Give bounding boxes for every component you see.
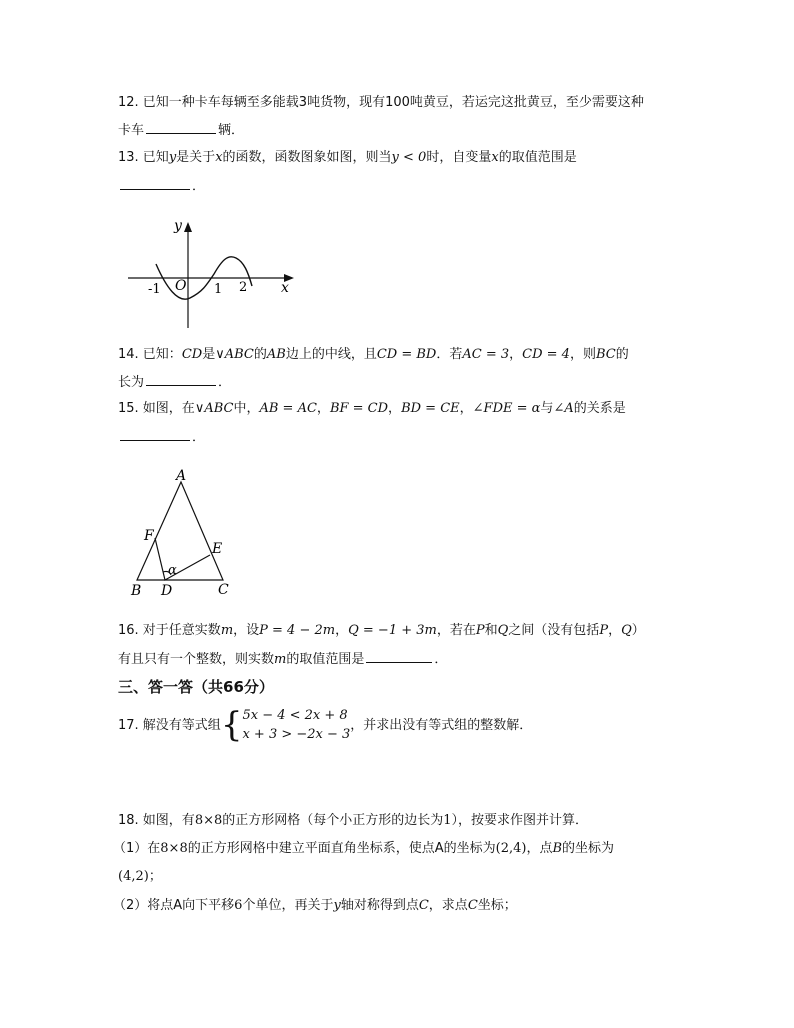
q18-var-y: y (333, 898, 341, 913)
q18-p1-text-c: ，点 (526, 841, 553, 856)
q14-text-g: ，则 (569, 347, 596, 362)
q16-q-eq: Q = −1 + 3m (348, 623, 437, 638)
q14-text-d: 边上的中线，且 (285, 347, 377, 362)
q16-text-line2b: 的取值范围是 (286, 652, 365, 667)
q14-triangle: ∨ABC (215, 347, 254, 362)
q14-text-f: ， (509, 347, 523, 362)
q15-triangle-figure (125, 462, 240, 602)
q13-answer-blank[interactable] (120, 177, 190, 190)
q16-var-q: Q (497, 623, 509, 638)
q14-cd: CD (181, 347, 203, 362)
q13-var-x: x (215, 150, 223, 165)
q15-eq2: BF = CD (329, 401, 389, 416)
q15-answer-blank[interactable] (120, 428, 190, 441)
q16-line2 (118, 650, 447, 669)
q18-point-c-2: C (467, 898, 478, 913)
q13-condition: y < 0 (391, 150, 427, 165)
q18-p1-text-e: ； (148, 869, 162, 884)
q14-eq3: CD = 4 (522, 347, 570, 362)
q16-text-d: 和 (484, 623, 498, 638)
q15-line1 (118, 400, 626, 418)
y-axis-arrow (184, 222, 192, 232)
q12-line1 (118, 94, 644, 112)
q16-sep: ， (335, 623, 349, 638)
q15-end: ． (192, 430, 206, 445)
q16-text-e: 之间（没有包括 (508, 623, 600, 638)
q18-p1-text-a: （1）在 (113, 841, 161, 856)
q12-text-b: 辆． (218, 123, 245, 138)
q17-text-b: ，并求出没有等式组的整数解． (350, 717, 533, 733)
q18-text-c: ），按要求作图并计算． (451, 813, 589, 828)
q13-line1 (118, 149, 577, 167)
q18-six: 6 (234, 898, 243, 913)
q15-sep2: ， (388, 401, 402, 416)
q15-text-c: 与 (540, 401, 554, 416)
q16-text-line2a: 有且只有一个整数，则实数 (118, 652, 275, 667)
q14-answer-blank[interactable] (146, 373, 216, 386)
q14-ab: AB (266, 347, 286, 362)
graph-tick-1: 1 (214, 282, 223, 297)
q18-part1-line2 (118, 868, 162, 886)
q15-triangle: ∨ABC (194, 401, 234, 416)
label-b: B (131, 583, 142, 599)
q12-text: 12. 已知一种卡车每辆至多能载3吨货物，现有100吨黄豆，若运完这批黄豆，至少需要这种 (118, 95, 644, 110)
q18-point-c: C (418, 898, 429, 913)
graph-tick-neg1: -1 (148, 282, 161, 297)
q14-line2 (118, 373, 231, 392)
q14-text-c: 的 (253, 347, 267, 362)
q17-brace: { (220, 705, 243, 745)
q18-p2-text-d: ，求点 (428, 898, 468, 913)
q18-line1 (118, 812, 588, 830)
q18-p2-text-e: 坐标； (477, 898, 517, 913)
label-e: E (212, 541, 223, 557)
q15-eq1: AB = AC (259, 401, 317, 416)
graph-y-label: y (174, 218, 182, 234)
q12-text-a: 卡车 (118, 123, 145, 138)
q18-text-a: 18. 如图，有 (118, 813, 195, 828)
q15-text-d: 的关系是 (573, 401, 626, 416)
q13-text-b: 是关于 (176, 150, 216, 165)
q16-var-q-2: Q (621, 623, 632, 638)
q14-text-h: 的 (615, 347, 629, 362)
q16-answer-blank[interactable] (366, 650, 432, 663)
q18-grid-size-2: 8×8 (160, 841, 188, 856)
q13-var-x-2: x (491, 150, 499, 165)
q13-line2 (118, 177, 205, 196)
q15-angle-a: ∠A (553, 401, 574, 416)
q16-line1 (118, 622, 645, 640)
q16-text-b: ，设 (233, 623, 260, 638)
label-c: C (218, 582, 229, 598)
q14-text-e: ．若 (436, 347, 463, 362)
q15-text-b: 中， (233, 401, 260, 416)
q17-system-lines (242, 706, 350, 744)
q12-line2 (118, 121, 244, 140)
q15-eq4: ∠FDE = α (472, 401, 541, 416)
label-d: D (161, 583, 173, 599)
q18-p2-text-a: （2）将点A向下平移 (113, 898, 235, 913)
q18-point-b: B (552, 841, 563, 856)
q16-p-eq: P = 4 − 2m (259, 623, 336, 638)
q16-text-g: ） (631, 623, 645, 638)
q18-coord-b: (4,2) (118, 869, 149, 884)
q18-one: 1 (443, 813, 452, 828)
q17-system (221, 706, 350, 745)
q14-text-a: 14. 已知： (118, 347, 182, 362)
q14-eq2: AC = 3 (462, 347, 510, 362)
q13-text-a: 13. 已知 (118, 150, 169, 165)
q14-eq1: CD = BD (376, 347, 437, 362)
q18-part1-line1 (113, 840, 614, 858)
q16-var-p: P (475, 623, 485, 638)
section-3-heading: 三、答一答（共66分） (118, 678, 274, 696)
label-a: A (176, 468, 187, 484)
q18-coord-a: (2,4) (495, 841, 527, 856)
q13-function-graph (118, 212, 308, 334)
label-f: F (144, 528, 154, 544)
q17-line (118, 706, 532, 745)
q18-grid-size: 8×8 (194, 813, 223, 828)
q18-part2 (113, 897, 517, 915)
q15-line2 (118, 428, 205, 447)
segments-fd-de (155, 538, 210, 580)
q15-text-a: 15. 如图，在 (118, 401, 195, 416)
q16-var-p-2: P (599, 623, 609, 638)
q18-p2-text-c: 轴对称得到点 (340, 898, 419, 913)
q17-ineq1: 5x − 4 < 2x + 8 (242, 708, 348, 723)
q13-var-y: y (168, 150, 177, 165)
q17-ineq2: x + 3 > −2x − 3 (242, 727, 351, 742)
q18-p1-text-d: 的坐标为 (562, 841, 615, 856)
q14-bc: BC (595, 347, 616, 362)
q12-answer-blank[interactable] (146, 121, 216, 134)
q16-text-line2c: ． (434, 652, 448, 667)
q18-text-b: 的正方形网格（每个小正方形的边长为 (222, 813, 444, 828)
q15-sep1: ， (316, 401, 330, 416)
q16-text-f: ， (608, 623, 622, 638)
q18-p2-text-b: 个单位，再关于 (242, 898, 334, 913)
q17-text-a: 17. 解没有等式组 (118, 717, 221, 733)
q13-text-c: 的函数，函数图象如图，则当 (222, 150, 392, 165)
q15-sep3: ， (459, 401, 473, 416)
q13-text-e: 的取值范围是 (498, 150, 577, 165)
q13-text-d: 时，自变量 (426, 150, 492, 165)
q14-text-line2a: 长为 (118, 375, 145, 390)
graph-x-label: x (281, 280, 289, 296)
q15-eq3: BD = CE (401, 401, 460, 416)
graph-tick-2: 2 (239, 280, 248, 295)
q14-line1 (118, 346, 629, 364)
q14-text-line2b: ． (218, 375, 232, 390)
label-alpha: α (168, 563, 177, 578)
graph-origin-label: O (175, 278, 187, 294)
q16-text-a: 16. 对于任意实数 (118, 623, 221, 638)
q16-text-c: ，若在 (436, 623, 476, 638)
q16-var-m: m (220, 623, 234, 638)
q13-end: ． (192, 179, 206, 194)
q16-var-m-2: m (274, 652, 287, 667)
q14-text-b: 是 (202, 347, 216, 362)
q18-p1-text-b: 的正方形网格中建立平面直角坐标系，使点A的坐标为 (187, 841, 496, 856)
